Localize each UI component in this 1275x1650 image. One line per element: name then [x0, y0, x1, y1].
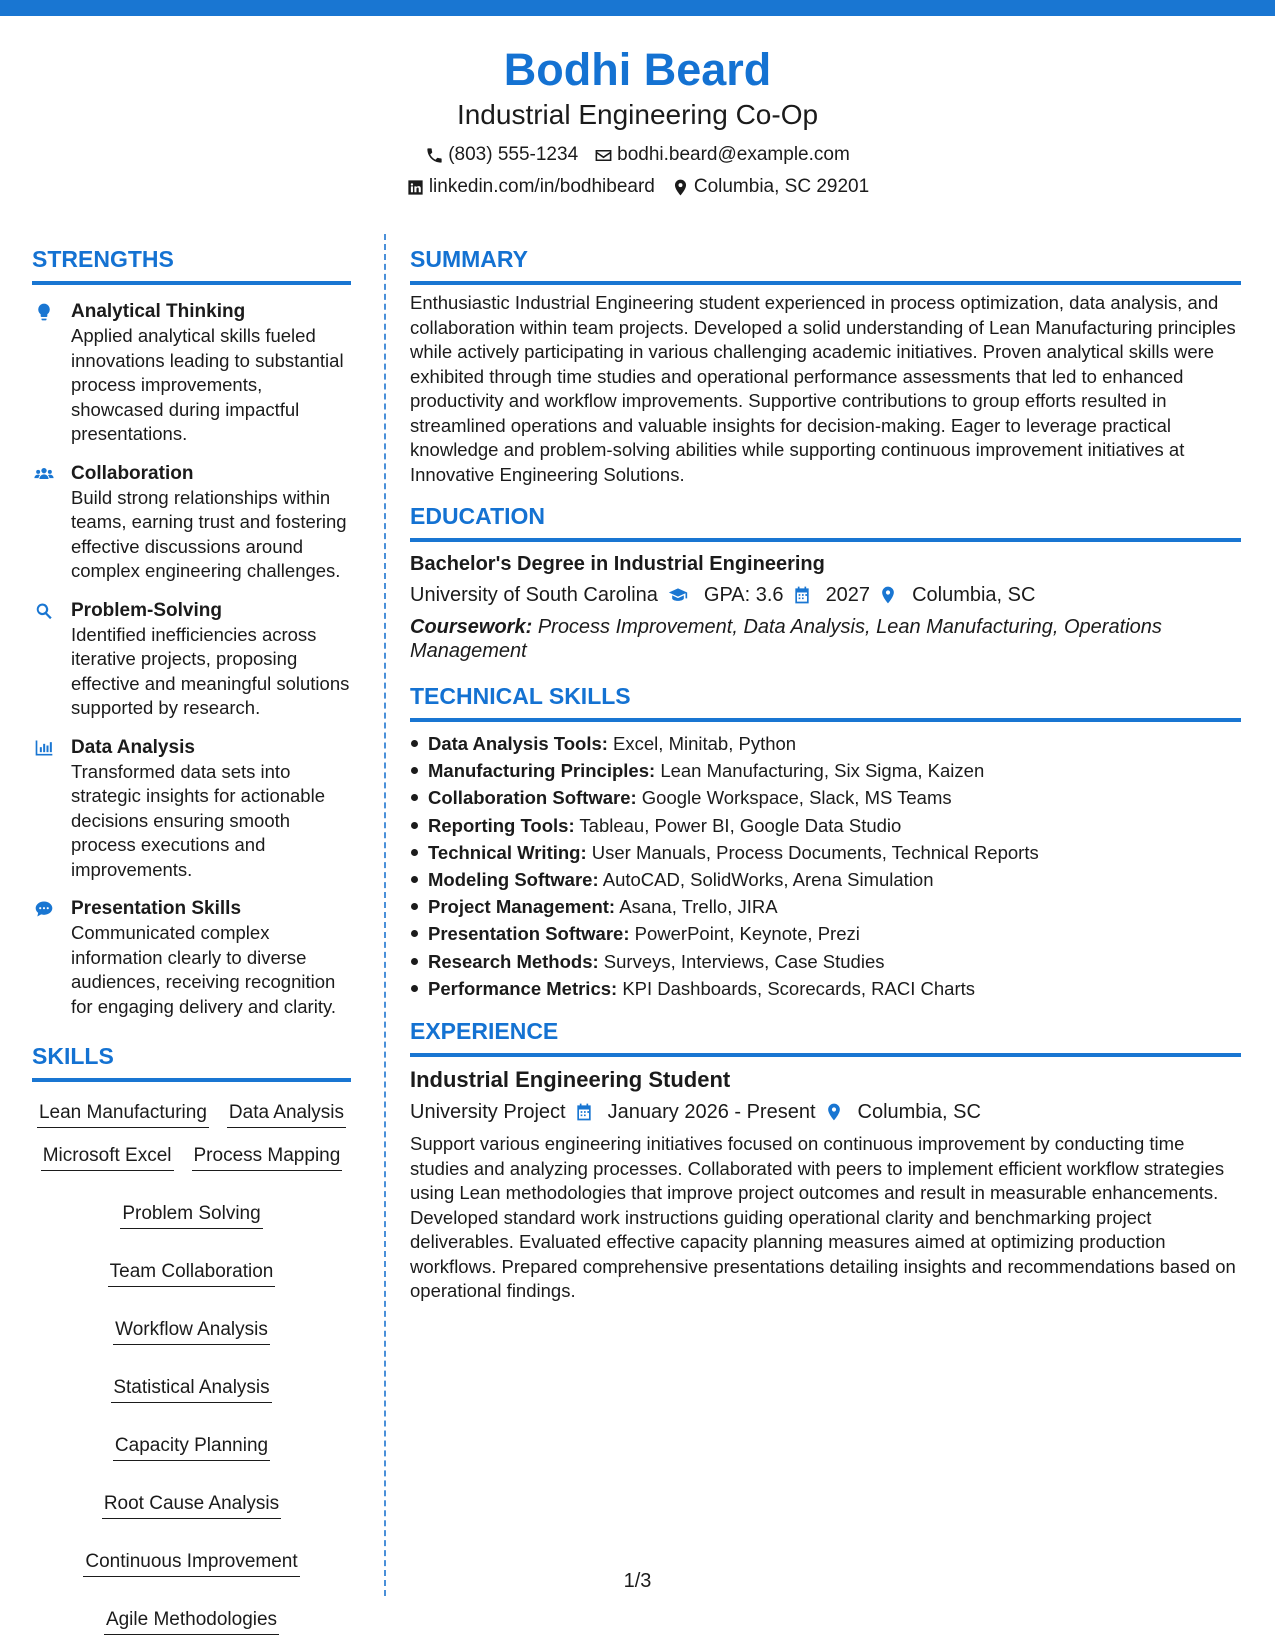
- skill-tag: Lean Manufacturing: [37, 1100, 209, 1128]
- search-icon: [34, 601, 54, 621]
- technical-skills-list: [410, 730, 1241, 1002]
- page-number: 1/3: [623, 1570, 652, 1592]
- job-description: Support various engineering initiatives focused on continuous improvement by conducting time studies and analyzing processes. Collaborated with peers to implement efficient workflow strategies using Lean methodologies that improve project outcomes and result in measurable enhancements. Developed standard work instructions guiding operational clarity and benchmarking project deliverables. Evaluated effective capacity planning measures aimed at optimizing production workflows. Prepared comprehensive presentations detailing insights and recommendations based on operational findings.: [410, 1133, 1236, 1302]
- calendar-icon: [574, 1102, 594, 1122]
- job-title: Industrial Engineering Student: [410, 1067, 731, 1093]
- skill-tag: Continuous Improvement: [83, 1549, 299, 1577]
- strength-title: Data Analysis: [71, 736, 195, 758]
- left-column: [32, 244, 351, 1635]
- strength-title: Presentation Skills: [71, 898, 242, 919]
- list-item: [410, 920, 1241, 947]
- location-text: Columbia, SC 29201: [693, 176, 870, 197]
- experience-heading: EXPERIENCE: [410, 1016, 1241, 1057]
- job-dates: January 2026 - Present: [607, 1101, 816, 1124]
- skill-values: Lean Manufacturing, Six Sigma, Kaizen: [660, 760, 985, 782]
- map-pin-icon: [824, 1102, 844, 1122]
- location-contact: [671, 174, 869, 200]
- skill-tag: Problem Solving: [120, 1201, 262, 1229]
- calendar-icon: [792, 585, 812, 605]
- list-item: [410, 812, 1241, 839]
- education-location: Columbia, SC: [912, 584, 1036, 606]
- contact-row-2: [0, 174, 1275, 200]
- skill-tag: Process Mapping: [192, 1143, 343, 1171]
- gpa-text: GPA: 3.6: [703, 584, 784, 606]
- list-item: [410, 948, 1241, 975]
- strength-text: Communicated complex information clearly to diverse audiences, receiving recognition for engaging delivery and clarity.: [71, 922, 336, 1017]
- candidate-name: Bodhi Beard: [503, 44, 772, 95]
- strength-title: Analytical Thinking: [71, 301, 246, 322]
- skill-tag: Statistical Analysis: [111, 1375, 271, 1403]
- summary-text: Enthusiastic Industrial Engineering student experienced in process optimization, data analysis, and collaboration within team projects. Developed a solid understanding of Lean Manufacturing principles while actively participating in various challenging academic initiatives. Proven analytical skills were exhibited through time studies and operational performance assessments that led to enhanced productivity and workflow improvements. Supportive contributions to group efforts resulted in streamlined operations and valuable insights for decision-making. Eager to leverage practical knowledge and problem-solving abilities while supporting continuous improvement initiatives at Innovative Engineering Solutions.: [410, 292, 1236, 485]
- map-pin-icon: [671, 178, 690, 197]
- lightbulb-icon: [34, 302, 54, 322]
- list-item: [410, 757, 1241, 784]
- list-item: [410, 866, 1241, 893]
- list-item: [410, 784, 1241, 811]
- skill-category: Research Methods:: [428, 950, 599, 972]
- email-contact[interactable]: [594, 142, 850, 168]
- right-column: [410, 244, 1241, 1304]
- skills-heading: SKILLS: [32, 1041, 351, 1082]
- coursework-list: Process Improvement, Data Analysis, Lean Manufacturing, Operations Management: [410, 616, 1162, 662]
- phone-text: (803) 555-1234: [448, 144, 579, 165]
- skill-tag: Capacity Planning: [113, 1433, 270, 1461]
- graduation-year: 2027: [825, 584, 871, 606]
- list-item: [410, 839, 1241, 866]
- envelope-icon: [594, 146, 613, 165]
- top-accent-bar: [0, 0, 1275, 16]
- email-text: bodhi.beard@example.com: [617, 144, 850, 165]
- school-name: University of South Carolina: [410, 584, 658, 606]
- strength-item: [32, 299, 351, 447]
- skill-category: Manufacturing Principles:: [428, 760, 656, 782]
- bar-chart-icon: [34, 738, 54, 758]
- strengths-heading: STRENGTHS: [32, 244, 351, 285]
- strength-text: Identified inefficiencies across iterative projects, proposing effective and meaningful solutions supported by research.: [71, 623, 350, 718]
- phone-contact: [425, 142, 578, 168]
- phone-icon: [425, 146, 444, 165]
- education-meta: [410, 581, 1241, 609]
- skills-list: [32, 1094, 351, 1635]
- skill-category: Collaboration Software:: [428, 787, 637, 809]
- skill-category: Project Management:: [428, 896, 616, 918]
- skill-tag: Data Analysis: [227, 1100, 346, 1128]
- linkedin-icon: [406, 178, 425, 197]
- strength-item: [32, 896, 351, 1019]
- job-location: Columbia, SC: [857, 1101, 981, 1124]
- technical-skills-heading: TECHNICAL SKILLS: [410, 681, 1241, 722]
- skill-category: Technical Writing:: [428, 841, 587, 863]
- skill-tag: Workflow Analysis: [113, 1317, 270, 1345]
- linkedin-text: linkedin.com/in/bodhibeard: [428, 176, 655, 197]
- chat-bubble-icon: [34, 899, 54, 919]
- skill-values: User Manuals, Process Documents, Technical Reports: [591, 841, 1039, 863]
- coursework-label: Coursework:: [410, 616, 533, 638]
- skill-category: Data Analysis Tools:: [428, 733, 608, 754]
- summary-heading: SUMMARY: [410, 244, 1241, 285]
- column-divider: [384, 234, 386, 1596]
- education-heading: EDUCATION: [410, 501, 1241, 542]
- skill-values: Google Workspace, Slack, MS Teams: [641, 787, 952, 809]
- gpa-item: [704, 581, 812, 609]
- strength-item: [32, 598, 351, 721]
- skill-category: Presentation Software:: [428, 923, 630, 945]
- skill-values: Excel, Minitab, Python: [613, 733, 797, 754]
- list-item: [410, 893, 1241, 920]
- strength-title: Problem-Solving: [71, 599, 222, 621]
- skill-category: Performance Metrics:: [428, 977, 618, 999]
- skill-values: Tableau, Power BI, Google Data Studio: [579, 814, 902, 836]
- skill-tag: Microsoft Excel: [41, 1143, 174, 1171]
- coursework: [410, 615, 1241, 663]
- list-item: [410, 975, 1241, 1002]
- year-item: [826, 581, 899, 609]
- list-item: [410, 730, 1241, 757]
- skill-tag: Team Collaboration: [108, 1259, 276, 1287]
- experience-meta: [410, 1098, 1241, 1126]
- contact-row-1: [0, 142, 1275, 168]
- resume-header: [0, 44, 1275, 200]
- candidate-title: Industrial Engineering Co-Op: [456, 99, 819, 130]
- strength-text: Transformed data sets into strategic insights for actionable decisions ensuring smooth process executions and improvements.: [71, 760, 325, 880]
- organization-name: University Project: [410, 1101, 566, 1124]
- strength-title: Collaboration: [71, 462, 194, 484]
- skill-tag: Root Cause Analysis: [102, 1491, 281, 1519]
- skill-values: KPI Dashboards, Scorecards, RACI Charts: [622, 977, 975, 999]
- skill-category: Reporting Tools:: [428, 814, 575, 836]
- school-item: [410, 581, 690, 609]
- strength-item: [32, 461, 351, 584]
- skill-values: Asana, Trello, JIRA: [619, 896, 778, 918]
- map-pin-icon: [878, 585, 898, 605]
- strength-text: Build strong relationships within teams, earning trust and fostering effective discussions around complex engineering challenges.: [71, 486, 347, 581]
- skill-tag: Agile Methodologies: [104, 1607, 279, 1635]
- users-icon: [34, 464, 54, 484]
- dates-item: [608, 1098, 844, 1126]
- skill-values: PowerPoint, Keynote, Prezi: [634, 923, 860, 945]
- organization-item: [410, 1098, 594, 1126]
- strength-item: [32, 735, 351, 883]
- linkedin-contact[interactable]: [406, 174, 655, 200]
- skill-values: Surveys, Interviews, Case Studies: [603, 950, 885, 972]
- graduation-cap-icon: [666, 585, 690, 605]
- degree-title: Bachelor's Degree in Industrial Engineering: [410, 553, 825, 575]
- skill-values: AutoCAD, SolidWorks, Arena Simulation: [602, 869, 934, 891]
- skill-category: Modeling Software:: [428, 869, 599, 891]
- strength-text: Applied analytical skills fueled innovations leading to substantial process improvements, showcased during impactful presentations.: [71, 325, 344, 444]
